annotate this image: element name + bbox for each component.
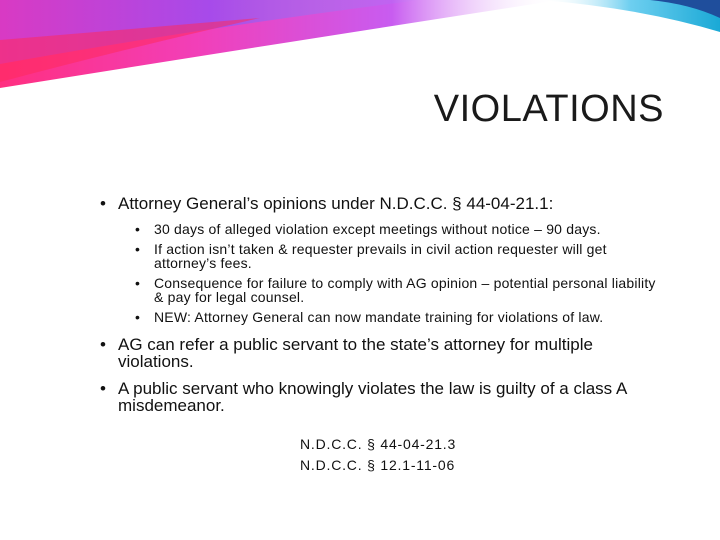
header-decoration bbox=[0, 0, 720, 90]
subbullet-training: • NEW: Attorney General can now mandate training for violations of law. bbox=[135, 310, 660, 324]
subbullet-30-days: • 30 days of alleged violation except meetings without notice – 90 days. bbox=[135, 222, 660, 236]
ag-opinions-subbullets bbox=[100, 222, 660, 324]
bullet-misdemeanor: • A public servant who knowingly violates the law is guilty of a class A misdemeanor. bbox=[100, 380, 660, 414]
bullet-ag-opinions: • Attorney General’s opinions under N.D.C.C. § 44-04-21.1: bbox=[100, 195, 660, 212]
slide-content bbox=[100, 195, 660, 424]
bullet-refer-public-servant: • AG can refer a public servant to the state’s attorney for multiple violations. bbox=[100, 336, 660, 370]
citation-44-04-21-3: N.D.C.C. § 44-04-21.3 bbox=[300, 436, 457, 452]
slide-title: VIOLATIONS bbox=[433, 88, 664, 130]
subbullet-attorney-fees: • If action isn’t taken & requester prevails in civil action requester will get attorney’s fees. bbox=[135, 242, 660, 270]
citation-12-1-11-06: N.D.C.C. § 12.1-11-06 bbox=[300, 457, 456, 473]
subbullet-consequence: • Consequence for failure to comply with AG opinion – potential personal liability & pay for legal counsel. bbox=[135, 276, 660, 304]
